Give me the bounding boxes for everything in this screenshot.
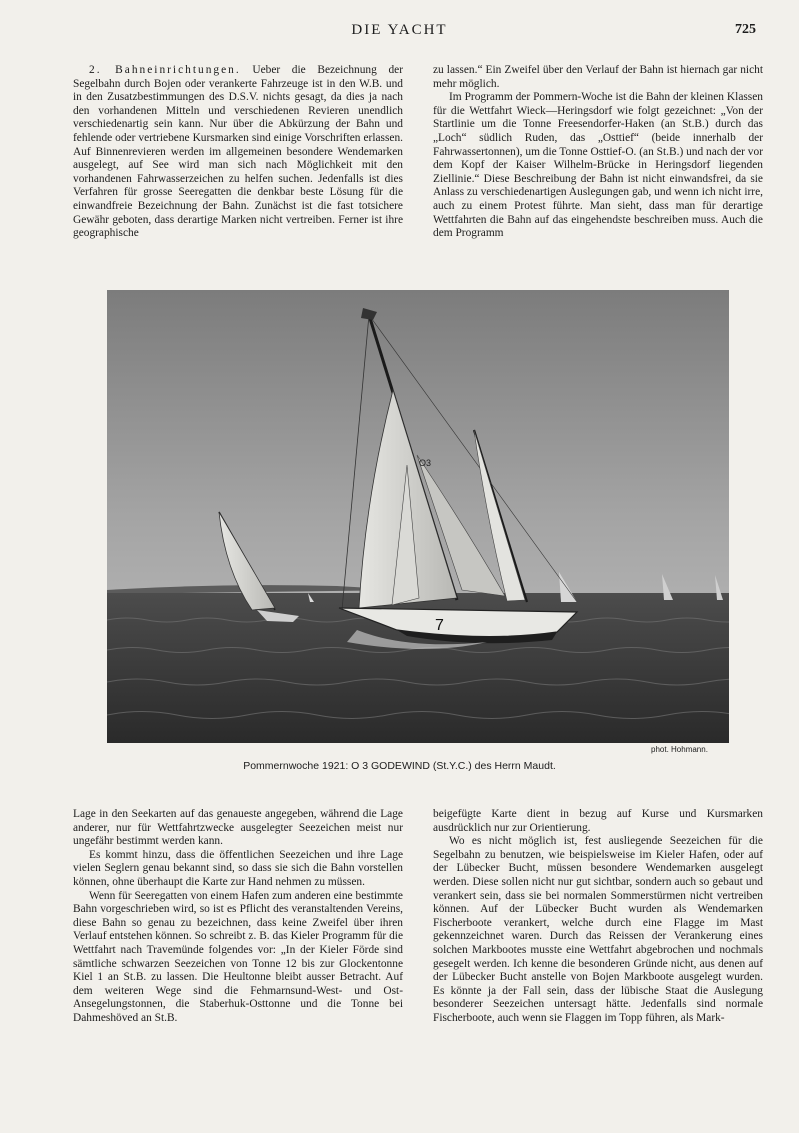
text-column-top-left — [73, 64, 403, 241]
yacht-photograph — [107, 290, 729, 743]
paragraph: Lage in den Seekarten auf das genaueste angegeben, während die Lage anderer, nur für Wettfahrtzwecke ausgelegter Seezeichen meist nur ungefähr bestimmt werden kann. — [73, 808, 403, 848]
paragraph-text: Ueber die Bezeichnung der Segelbahn durch Bojen oder verankerte Fahrzeuge ist in den W.B. und in den Zusatzbestimmungen des D.S.V. nichts gesagt, da dies ja nach den vorhandenen Mitteln und verschiedenen Revieren unendlich verschiedenartig sein kann. Nur über die Abkürzung der Bahn und fehlende oder vertriebene Kursmarken sind einige Vorschriften erlassen. Auf Binnenrevieren werden im allgemeinen besondere Wendemarken ausgelegt, auf See wird man sich nach Möglichkeit mit den vorhandenen Fahrwasserzeichen zu helfen suchen. Jedenfalls ist dies Verfahren für grosse Seeregatten die denkbar beste Lösung für die einwandfreie Bezeichnung der Bahn. Zunächst ist die fast totsichere Gewähr geboten, dass derartige Marken nicht vertreiben. Ferner ist ihre geographische — [73, 64, 403, 240]
photo-credit: phot. Hohmann. — [651, 745, 708, 754]
page-number: 725 — [735, 22, 756, 37]
figure-caption: Pommernwoche 1921: O 3 GODEWIND (St.Y.C.) des Herrn Maudt. — [243, 760, 556, 772]
hull-number: 7 — [435, 617, 444, 634]
paragraph: Im Programm der Pommern-Woche ist die Bahn der kleinen Klassen für die Wettfahrt Wieck—Heringsdorf wie folgt gezeichnet: „Von der Startlinie um die Tonne Freesendorfer-Haken (an St.B.) durch das „Loch“ südlich Ruden, das „Osttief“ (beide innerhalb der Fahrwassertonnen), um die Tonne Osttief-O. (an St.B.) und nach der vor dem Kopf der Kaiser Wilhelm-Brücke in Heringsdorf liegenden Ziellinie.“ Diese Beschreibung der Bahn ist nicht einwandsfrei, da sie Anlass zu verschiedenartigen Auslegungen gab, und wenn ich nicht irre, auch zu einem Protest führte. Man sieht, dass man für derartige Wettfahrten die Bahn auf das eingehendste beschreiben muss. Auch die dem Programm — [433, 91, 763, 240]
paragraph: Wenn für Seeregatten von einem Hafen zum anderen eine bestimmte Bahn vorgeschrieben wird, so ist es Pflicht des veranstaltenden Vereins, diese Bahn so genau zu bezeichnen, dass keine Zweifel über ihren Verlauf entstehen können. So schreibt z. B. das Kieler Programm für die Wettfahrt nach Travemünde folgendes vor: „In der Kieler Förde sind sämtliche schwarzen Seezeichen von Tonne 12 bis zur Glockentonne Kiel 1 an St.B. zu lassen. Die Heultonne bleibt ausser Betracht. Auf dem weiteren Wege sind die Fehmarnsund-West- und Ost-Ansegelungstonnen, die Staberhuk-Osttonne und die Tonne bei Dahmeshöved an St.B. — [73, 889, 403, 1024]
text-column-top-right — [433, 64, 763, 241]
sail-mark: O3 — [419, 458, 432, 468]
text-column-bottom-left — [73, 808, 403, 1026]
section-heading: 2. Bahneinrichtungen. — [89, 64, 241, 76]
text-column-bottom-right — [433, 808, 763, 1026]
paragraph: Wo es nicht möglich ist, fest ausliegende Seezeichen für die Segelbahn zu benutzen, wie beispielsweise im Kieler Hafen, oder auf der Lübecker Bucht, müssen besondere Wendemarken ausgelegt werden. Diese sollen nicht nur gut sichtbar, sondern auch so gebaut und verankert sein, dass sie bei normalen Sommerstürmen nicht vertreiben können. Auf der Lübecker Bucht wurden als Wendemarken Fischerboote verankert, welche durch eine Flagge im Mast gekennzeichnet waren. Durch das Reissen der Verankerung eines solchen Markbootes musste eine Wettfahrt abgebrochen und nochmals gesegelt werden. Ich kenne die besonderen Gründe nicht, aus denen auf der Lübecker Bucht anstelle von Bojen Markboote ausgelegt wurden. Es könnte ja der Fall sein, dass der lübische Staat die Auslegung besonderer Seezeichen untersagt hätte. Jedenfalls sind normale Fischerboote, auch wenn sie Flaggen im Topp führen, als Mark- — [433, 835, 763, 1024]
paragraph — [73, 64, 403, 241]
paragraph: beigefügte Karte dient in bezug auf Kurse und Kursmarken ausdrücklich nur zur Orientierung. — [433, 808, 763, 834]
running-header-title: DIE YACHT — [351, 22, 448, 38]
paragraph: Es kommt hinzu, dass die öffentlichen Seezeichen und ihre Lage vielen Seglern genau bekannt sind, so dass sie sich die Bahn vorstellen können, ohne überhaupt die Karte zur Hand nehmen zu müssen. — [73, 848, 403, 888]
sailing-scene-illustration — [107, 290, 729, 743]
paragraph: zu lassen.“ Ein Zweifel über den Verlauf der Bahn ist hiernach gar nicht mehr möglich. — [433, 64, 763, 90]
